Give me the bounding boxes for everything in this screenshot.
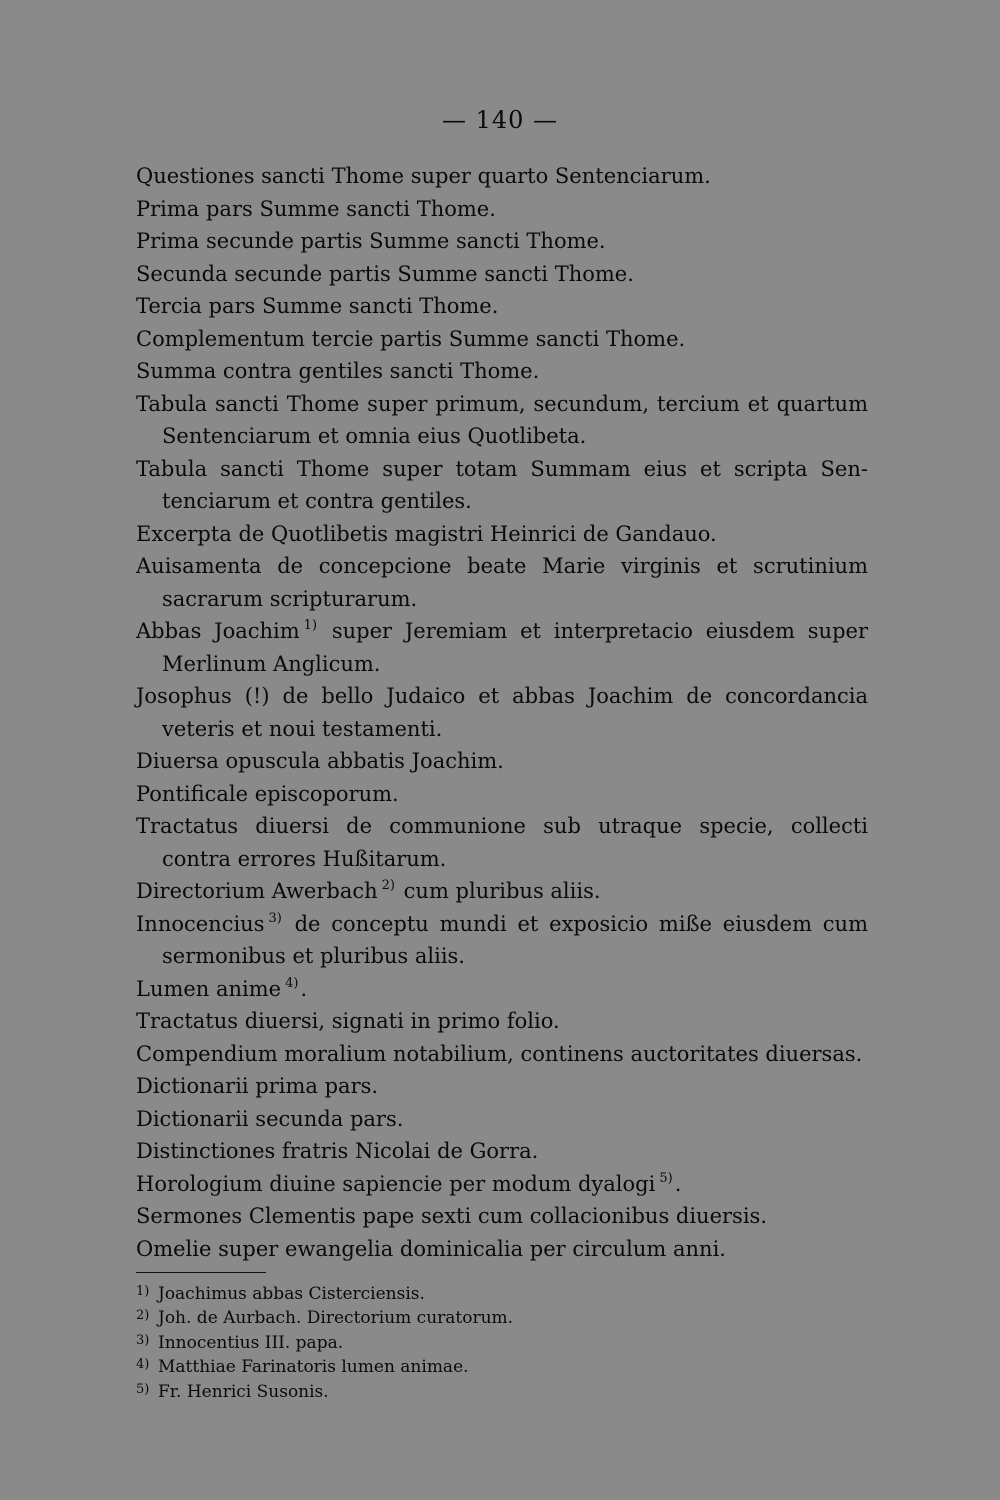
entry-text: Prima pars Summe sancti Thome.: [136, 196, 496, 221]
catalog-entry: [136, 258, 868, 291]
entry-text: Summa contra gentiles sancti Thome.: [136, 359, 540, 383]
catalog-entry: [136, 615, 868, 680]
catalog-entry: [136, 193, 868, 226]
entry-text: Tercia pars Summe sancti Thome.: [136, 294, 499, 318]
entry-text-continued: super Jeremiam et interpretacio eiusdem super Merlinum Anglicum.: [162, 619, 868, 676]
footnote-text: Fr. Henrici Susonis.: [158, 1381, 329, 1402]
footnote: [136, 1281, 836, 1305]
entry-text: Prima secunde partis Summe sancti Thome.: [136, 229, 606, 253]
entry-text-continued: de conceptu mundi et exposicio miße eiusdem cum sermonibus et pluribus aliis.: [162, 911, 868, 968]
entry-text: Tractatus diuersi de communione sub utraque specie, collecti contra errores Hußitarum.: [136, 814, 868, 871]
entry-text: Tabula sancti Thome super primum, secundum, tercium et quartum Sentenciarum et omnia eius Quotlibeta.: [136, 391, 868, 448]
entry-text: Pontificale episcoporum.: [136, 781, 399, 806]
catalog-entry: [136, 1103, 868, 1136]
catalog-entry: [136, 1070, 868, 1103]
entry-text: Secunda secunde partis Summe sancti Thome.: [136, 261, 634, 286]
entry-text: Tabula sancti Thome super totam Summam eius et scripta Sentenciarum et contra gentiles.: [136, 456, 868, 513]
footnote-text: Matthiae Farinatoris lumen animae.: [158, 1357, 469, 1378]
catalog-entry: [136, 745, 868, 778]
footnote-text: Joachimus abbas Cisterciensis.: [158, 1284, 425, 1304]
footnote-mark: 3): [136, 1332, 150, 1348]
catalog-entries: [136, 160, 868, 1265]
footnote-reference: 5): [659, 1170, 673, 1186]
entry-text: Tractatus diuersi, signati in primo folio.: [136, 1009, 560, 1033]
footnotes: [136, 1281, 836, 1403]
footnote-reference: 2): [381, 878, 395, 893]
catalog-entry: [136, 1168, 868, 1201]
footnote: [136, 1330, 836, 1354]
footnote-mark: 1): [136, 1284, 150, 1299]
entry-text: Omelie super ewangelia dominicalia per circulum anni.: [136, 1236, 726, 1261]
footnote-mark: 5): [136, 1381, 150, 1397]
entry-text: Sermones Clementis pape sexti cum collacionibus diuersis.: [136, 1204, 767, 1228]
entry-text: Lumen anime: [136, 976, 282, 1001]
catalog-entry: [136, 1005, 868, 1038]
catalog-entry: [136, 1038, 868, 1071]
catalog-entry: [136, 160, 868, 193]
footnote-reference: 4): [285, 975, 299, 991]
entry-text: Dictionarii prima pars.: [136, 1074, 379, 1098]
entry-text: Complementum tercie partis Summe sancti Thome.: [136, 326, 686, 351]
entry-text: Dictionarii secunda pars.: [136, 1106, 404, 1131]
footnote-reference: 3): [268, 910, 282, 926]
catalog-entry: [136, 1200, 868, 1233]
catalog-entry: [136, 908, 868, 973]
catalog-entry: [136, 778, 868, 811]
footnote-mark: 2): [136, 1308, 150, 1324]
page-number: — 140 —: [441, 106, 559, 134]
entry-text: Abbas Joachim: [136, 619, 300, 643]
entry-text: Excerpta de Quotlibetis magistri Heinrici de Gandauo.: [136, 521, 717, 546]
entry-text-continued: .: [674, 1171, 682, 1196]
entry-text: Josophus (!) de bello Judaico et abbas Joachim de concordancia veteris et noui testamenti.: [136, 684, 868, 741]
footnote-mark: 4): [136, 1357, 150, 1373]
catalog-entry: [136, 875, 868, 908]
catalog-entry: [136, 355, 868, 388]
footnote: [136, 1379, 836, 1403]
catalog-entry: [136, 1135, 868, 1168]
entry-text: Horologium diuine sapiencie per modum dyalogi: [136, 1171, 656, 1196]
footnote-text: Innocentius III. papa.: [158, 1332, 344, 1353]
entry-text: Distinctiones fratris Nicolai de Gorra.: [136, 1139, 539, 1163]
catalog-entry: [136, 810, 868, 875]
catalog-entry: [136, 388, 868, 453]
entry-text: Innocencius: [136, 911, 265, 936]
catalog-entry: [136, 973, 868, 1006]
catalog-entry: [136, 290, 868, 323]
entry-text-continued: .: [300, 976, 308, 1001]
footnote: [136, 1354, 836, 1378]
entry-text: Auisamenta de concepcione beate Marie virginis et scrutinium sacrarum scripturarum.: [136, 554, 868, 611]
entry-text: Compendium moralium notabilium, continens auctoritates diuersas.: [136, 1041, 863, 1066]
footnote: [136, 1305, 836, 1329]
catalog-entry: [136, 225, 868, 258]
footnote-text: Joh. de Aurbach. Directorium curatorum.: [158, 1308, 514, 1329]
footnote-reference: 1): [303, 618, 318, 633]
entry-text: Diuersa opuscula abbatis Joachim.: [136, 749, 504, 773]
catalog-entry: [136, 323, 868, 356]
catalog-entry: [136, 518, 868, 551]
footnote-divider: [136, 1272, 266, 1273]
catalog-entry: [136, 680, 868, 745]
entry-text: Questiones sancti Thome super quarto Sentenciarum.: [136, 164, 711, 188]
entry-text: Directorium Awerbach: [136, 879, 378, 903]
catalog-entry: [136, 453, 868, 518]
entry-text-continued: cum pluribus aliis.: [397, 879, 601, 903]
catalog-entry: [136, 1233, 868, 1266]
catalog-entry: [136, 550, 868, 615]
